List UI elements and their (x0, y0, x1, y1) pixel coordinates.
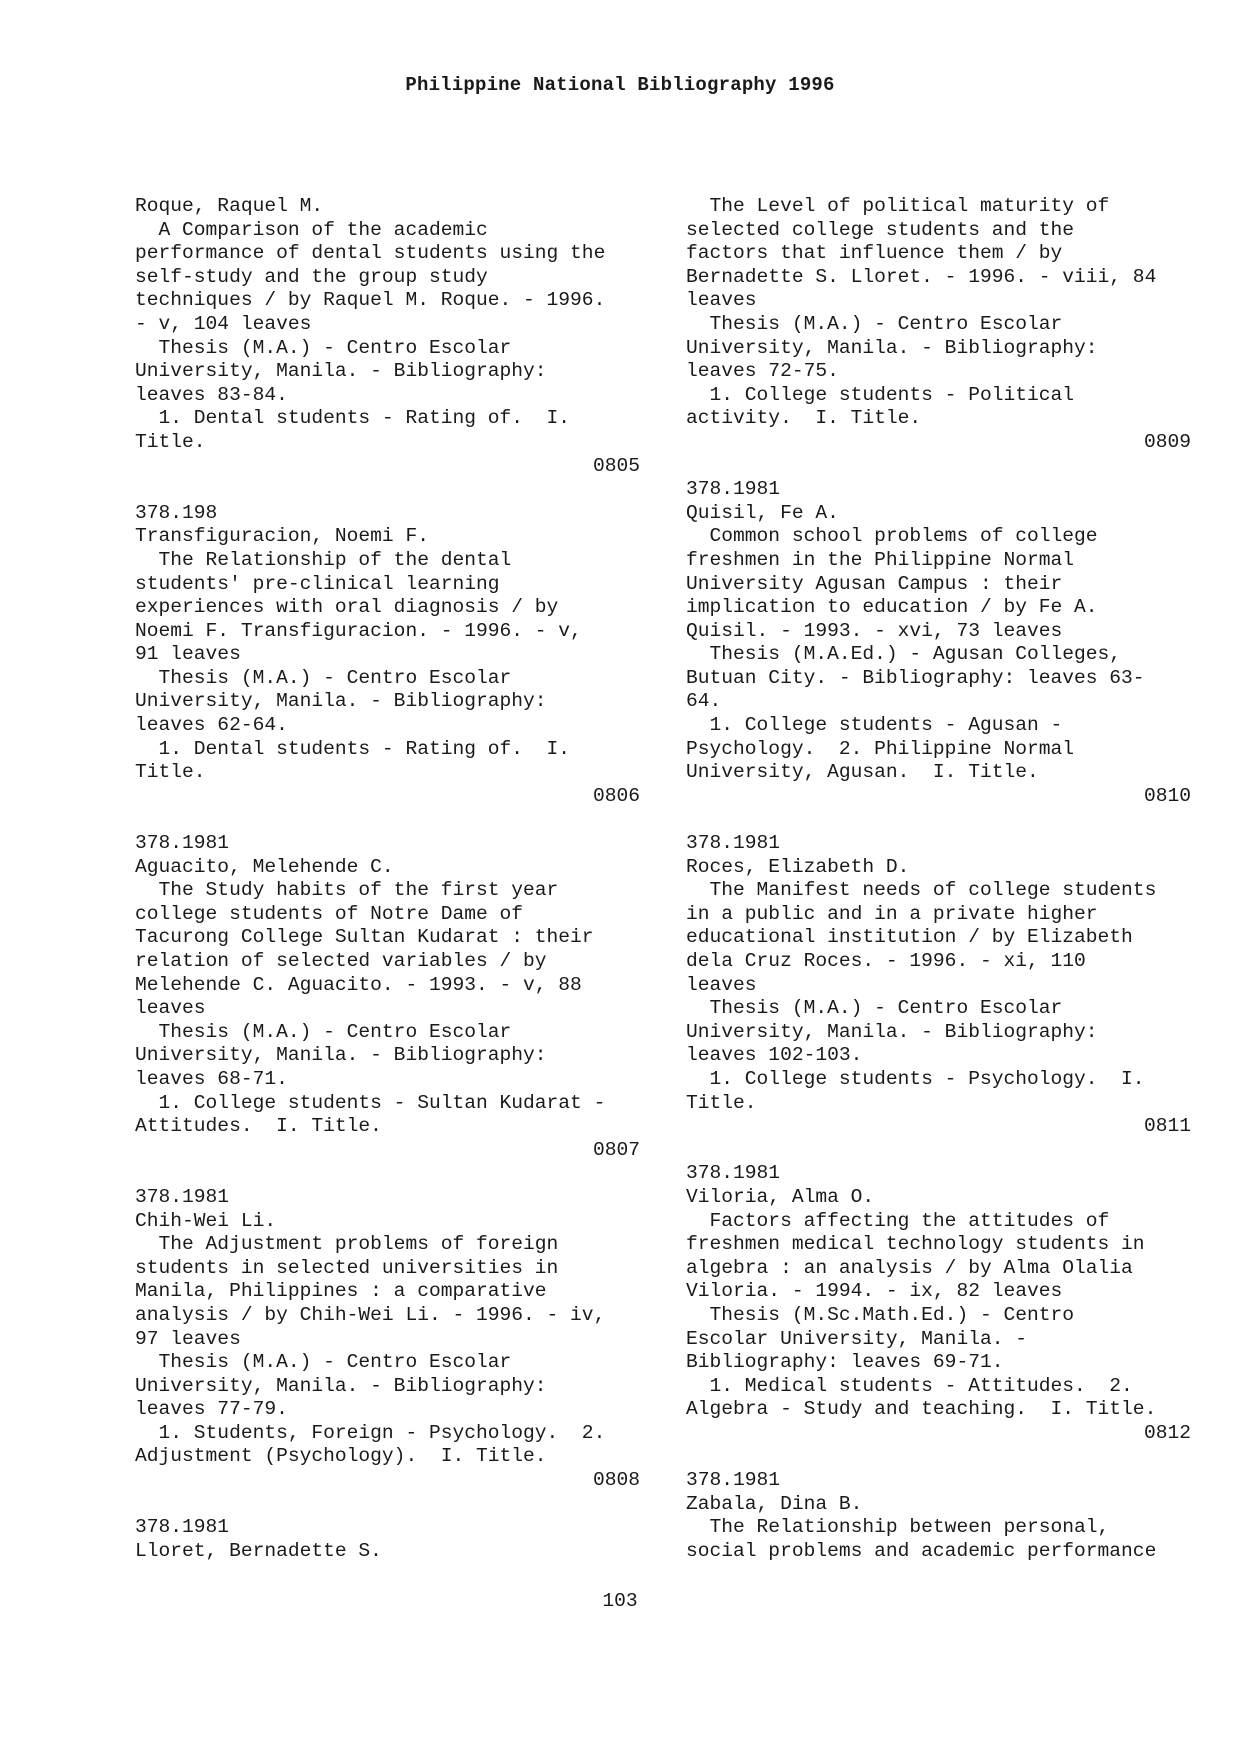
entry-line: Title. (135, 761, 206, 784)
entry-line: 97 leaves (135, 1327, 241, 1350)
entry-line: 1. Medical students - Attitudes. 2. (686, 1374, 1133, 1397)
entry-line: - v, 104 leaves (135, 312, 312, 335)
entry-spacer (686, 808, 1191, 832)
bibliography-entry (135, 1516, 640, 1563)
entry-line: Title. (686, 1091, 757, 1114)
entry-line: relation of selected variables / by (135, 950, 547, 972)
entry-line: selected college students and the (686, 218, 1075, 241)
entry-line: Quisil. - 1993. - xvi, 73 leaves (686, 619, 1063, 642)
entry-line: 378.1981 (135, 1185, 230, 1208)
bibliography-entry (135, 832, 640, 1186)
entry-line: experiences with oral diagnosis / by (135, 596, 559, 619)
entry-line: Viloria. - 1994. - ix, 82 leaves (686, 1280, 1063, 1303)
entry-line: 1. Dental students - Rating of. I. (135, 737, 571, 760)
bibliography-entry (686, 1469, 1191, 1563)
entry-line: in a public and in a private higher (686, 902, 1098, 925)
bibliography-entry (686, 195, 1191, 478)
entry-spacer (686, 1139, 1191, 1163)
entry-line: Thesis (M.A.) - Centro Escolar (135, 666, 512, 689)
entry-number: 0812 (1143, 1421, 1191, 1444)
bibliography-entry (686, 832, 1191, 1162)
bibliography-entry (135, 195, 640, 502)
entry-line: Thesis (M.Sc.Math.Ed.) - Centro (686, 1303, 1075, 1326)
entry-line: 1. Dental students - Rating of. I. (135, 407, 571, 430)
entry-line: social problems and academic performance (686, 1539, 1157, 1562)
entry-line: 1. College students - Political (686, 383, 1075, 406)
entry-line: University, Manila. - Bibliography: (135, 360, 547, 383)
entry-line: 378.1981 (135, 1516, 230, 1539)
entry-line: Transfiguracion, Noemi F. (135, 525, 429, 548)
left-column (135, 195, 640, 1563)
entry-line: activity. I. Title. (686, 407, 922, 430)
entry-line: The Adjustment problems of foreign (135, 1233, 559, 1256)
entry-line: 1. College students - Psychology. I. (686, 1067, 1145, 1090)
entry-line: performance of dental students using the (135, 242, 606, 265)
page-header: Philippine National Bibliography 1996 (405, 74, 835, 96)
entry-spacer (135, 1162, 640, 1186)
entry-line: Lloret, Bernadette S. (135, 1539, 382, 1562)
entry-line: Adjustment (Psychology). I. Title. (135, 1445, 547, 1468)
entry-line: Common school problems of college (686, 525, 1098, 548)
entry-line: The Relationship between personal, (686, 1516, 1110, 1539)
entry-line: University, Manila. - Bibliography: (135, 690, 547, 713)
entry-line: 378.1981 (686, 1162, 781, 1185)
entry-number: 0809 (1143, 430, 1191, 453)
entry-line: freshmen in the Philippine Normal (686, 548, 1075, 571)
entry-number: 0810 (1143, 784, 1191, 807)
bibliography-entry (135, 1186, 640, 1516)
entry-line: Thesis (M.A.) - Centro Escolar (686, 312, 1063, 335)
entry-line: educational institution / by Elizabeth (686, 926, 1133, 949)
entry-line: 64. (686, 690, 722, 713)
entry-line: leaves (135, 997, 206, 1020)
entry-line: freshmen medical technology students in (686, 1233, 1145, 1256)
entry-line: University, Manila. - Bibliography: (135, 1044, 547, 1067)
entry-line: Melehende C. Aguacito. - 1993. - v, 88 (135, 973, 582, 996)
entry-line: Attitudes. I. Title. (135, 1115, 382, 1138)
entry-number: 0811 (1143, 1115, 1191, 1138)
entry-line: Thesis (M.A.) - Centro Escolar (135, 1351, 512, 1374)
entry-line: leaves 83-84. (135, 383, 288, 406)
entry-line: Butuan City. - Bibliography: leaves 63- (686, 666, 1145, 689)
entry-line: Zabala, Dina B. (686, 1492, 863, 1515)
entry-spacer (686, 1445, 1191, 1469)
entry-line: leaves 102-103. (686, 1044, 863, 1067)
entry-line: leaves (686, 289, 757, 312)
entry-line: Tacurong College Sultan Kudarat : their (135, 926, 594, 949)
entry-line: 378.1981 (686, 478, 781, 501)
entry-line: dela Cruz Roces. - 1996. - xi, 110 (686, 950, 1086, 972)
entry-line: Escolar University, Manila. - (686, 1327, 1027, 1350)
entry-line: students' pre-clinical learning (135, 572, 500, 595)
entry-line: Manila, Philippines : a comparative (135, 1280, 547, 1303)
entry-line: college students of Notre Dame of (135, 902, 524, 925)
entry-line: Chih-Wei Li. (135, 1209, 277, 1232)
entry-line: self-study and the group study (135, 265, 488, 288)
entry-line: University, Manila. - Bibliography: (686, 336, 1098, 359)
entry-line: Thesis (M.A.Ed.) - Agusan Colleges, (686, 643, 1122, 666)
entry-line: leaves 77-79. (135, 1398, 288, 1421)
entry-line: Viloria, Alma O. (686, 1185, 875, 1208)
entry-line: leaves 62-64. (135, 714, 288, 737)
entry-line: Bibliography: leaves 69-71. (686, 1351, 1004, 1374)
entry-number: 0807 (592, 1138, 640, 1161)
entry-line: 91 leaves (135, 643, 241, 666)
entry-line: factors that influence them / by (686, 242, 1063, 265)
entry-spacer (135, 1493, 640, 1517)
entry-line: students in selected universities in (135, 1256, 559, 1279)
entry-line: The Study habits of the first year (135, 879, 559, 902)
entry-line: University, Agusan. I. Title. (686, 761, 1039, 784)
entry-spacer (135, 478, 640, 502)
entry-line: Psychology. 2. Philippine Normal (686, 737, 1075, 760)
entry-line: Noemi F. Transfiguracion. - 1996. - v, (135, 619, 582, 642)
entry-line: 1. College students - Agusan - (686, 714, 1063, 737)
entry-line: Title. (135, 430, 206, 453)
entry-line: 378.198 (135, 501, 218, 524)
entry-line: leaves 72-75. (686, 360, 839, 383)
entry-number: 0806 (592, 784, 640, 807)
entry-line: University, Manila. - Bibliography: (686, 1020, 1098, 1043)
entry-line: Quisil, Fe A. (686, 501, 839, 524)
entry-line: University Agusan Campus : their (686, 572, 1063, 595)
entry-line: 378.1981 (686, 1469, 781, 1492)
page-number: 103 (602, 1590, 638, 1612)
entry-line: implication to education / by Fe A. (686, 596, 1098, 619)
entry-line: leaves 68-71. (135, 1067, 288, 1090)
entry-number: 0805 (592, 454, 640, 477)
entry-line: Roces, Elizabeth D. (686, 855, 910, 878)
entry-line: The Manifest needs of college students (686, 879, 1157, 902)
entry-spacer (135, 808, 640, 832)
entry-line: Thesis (M.A.) - Centro Escolar (686, 997, 1063, 1020)
entry-line: 378.1981 (686, 832, 781, 855)
entry-line: Thesis (M.A.) - Centro Escolar (135, 336, 512, 359)
entry-line: 1. College students - Sultan Kudarat - (135, 1091, 606, 1114)
entry-line: The Relationship of the dental (135, 548, 512, 571)
bibliography-entry (686, 478, 1191, 832)
entry-line: Aguacito, Melehende C. (135, 855, 394, 878)
entry-line: Algebra - Study and teaching. I. Title. (686, 1398, 1157, 1421)
right-column (686, 195, 1191, 1563)
entry-line: Roque, Raquel M. (135, 195, 324, 217)
bibliography-entry (686, 1162, 1191, 1469)
entry-line: 378.1981 (135, 832, 230, 855)
entry-line: University, Manila. - Bibliography: (135, 1374, 547, 1397)
entry-line: techniques / by Raquel M. Roque. - 1996. (135, 289, 606, 312)
entry-line: analysis / by Chih-Wei Li. - 1996. - iv, (135, 1303, 606, 1326)
entry-line: Thesis (M.A.) - Centro Escolar (135, 1020, 512, 1043)
entry-line: Factors affecting the attitudes of (686, 1209, 1110, 1232)
entry-line: A Comparison of the academic (135, 218, 488, 241)
entry-line: 1. Students, Foreign - Psychology. 2. (135, 1421, 606, 1444)
entry-spacer (686, 455, 1191, 479)
entry-number: 0808 (592, 1469, 640, 1492)
entry-line: The Level of political maturity of (686, 195, 1110, 217)
entry-line: leaves (686, 973, 757, 996)
entry-line: Bernadette S. Lloret. - 1996. - viii, 84 (686, 265, 1157, 288)
bibliography-entry (135, 502, 640, 832)
entry-line: algebra : an analysis / by Alma Olalia (686, 1256, 1133, 1279)
